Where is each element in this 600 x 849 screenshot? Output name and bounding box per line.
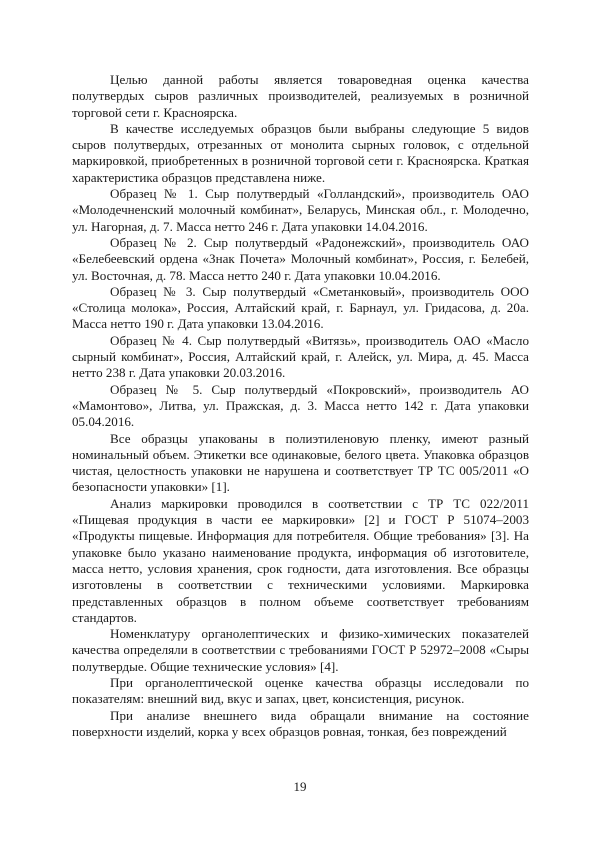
paragraph-sample-5: Образец № 5. Сыр полутвердый «Покровский», производитель АО «Мамонтово», Литва, ул. Пражская, д. 3. Масса нетто 142 г. Дата упаковки 05.04.2016. (72, 381, 529, 430)
paragraph-sample-2: Образец № 2. Сыр полутвердый «Радонежский», производитель ОАО «Белебеевский ордена «Знак Почета» Молочный комбинат», Россия, г. Белебей, ул. Восточная, д. 78. Масса нетто 240 г. Дата упаковки 10.04.2016. (72, 234, 529, 283)
paragraph-organoleptic: При органолептической оценке качества образцы исследовали по показателям: внешний вид, вкус и запах, цвет, консистенция, рисунок. (72, 674, 529, 707)
paragraph-sample-4: Образец № 4. Сыр полутвердый «Витязь», производитель ОАО «Масло сырный комбинат», Россия, Алтайский край, г. Алейск, ул. Мира, д. 45. Масса нетто 238 г. Дата упаковки 20.03.2016. (72, 332, 529, 381)
paragraph-nomenclature: Номенклатуру органолептических и физико-химических показателей качества определяли в соответствии с требованиями ГОСТ Р 52972–2008 «Сыры полутвердые. Общие технические условия» [4]. (72, 626, 529, 674)
paragraph-sample-1: Образец № 1. Сыр полутвердый «Голландский», производитель ОАО «Молодечненский молочный комбинат», Беларусь, Минская обл., г. Молодечно, ул. Нагорная, д. 7. Масса нетто 246 г. Дата упаковки 14.04.2016. (72, 186, 529, 234)
paragraph-sample-3: Образец № 3. Сыр полутвердый «Сметанковый», производитель ООО «Столица молока», Россия, Алтайский край, г. Барнаул, ул. Гридасова, д. 20а. Масса нетто 190 г. Дата упаковки 13.04.2016. (72, 283, 529, 332)
paragraph-labeling: Анализ маркировки проводился в соответствии с ТР ТС 022/2011 «Пищевая продукция в части ее маркировки» [2] и ГОСТ Р 51074–2003 «Продукты пищевые. Информация для потребителя. Общие требования» [3]. На упаковке было указано наименование продукта, информация об изготовителе, масса нетто, условия хранения, срок годности, дата изготовления. Все образцы изготовлены в соответствии с техническими условиями. Маркировка представленных образцов в полном объеме соответствует требованиям стандартов. (72, 495, 529, 625)
page-number: 19 (293, 779, 307, 794)
paragraph-samples-intro: В качестве исследуемых образцов были выбраны следующие 5 видов сыров полутвердых, отрезанных от монолита сырных головок, с отдельной маркировкой, приобретенных в розничной торговой сети г. Красноярска. Краткая характеристика образцов представлена ниже. (72, 120, 529, 185)
paragraph-appearance: При анализе внешнего вида обращали внимание на состояние поверхности изделий, корка у всех образцов ровная, тонкая, без повреждений (72, 707, 529, 739)
paragraph-packaging: Все образцы упакованы в полиэтиленовую пленку, имеют разный номинальный объем. Этикетки все одинаковые, белого цвета. Упаковка образцов чистая, целостность упаковки не нарушена и соответствует ТР ТС 005/2011 «О безопасности упаковки» [1]. (72, 430, 529, 495)
paragraph-purpose: Целью данной работы является товароведная оценка качества полутвердых сыров различных производителей, реализуемых в розничной торговой сети г. Красноярска. (72, 72, 529, 120)
body-text (72, 72, 529, 740)
